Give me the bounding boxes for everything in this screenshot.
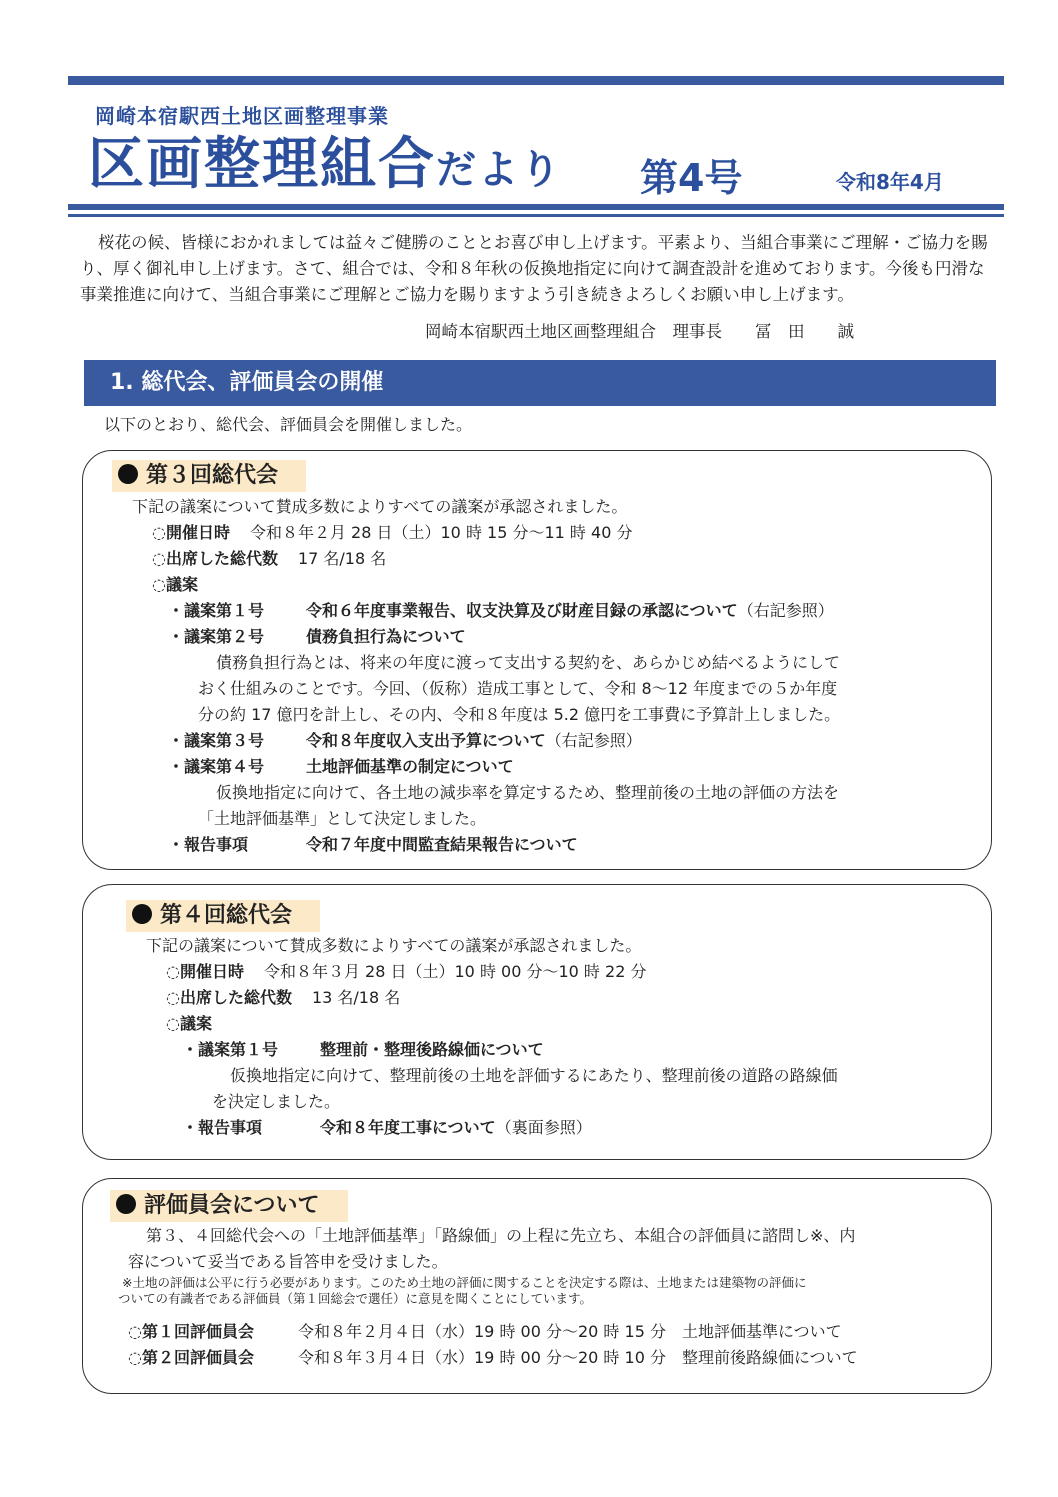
item-title: 令和６年度事業報告、収支決算及び財産目録の承認について — [306, 601, 738, 620]
agenda-item-1 — [132, 598, 840, 624]
meeting-box-4-content — [146, 933, 838, 1141]
section-intro: 以下のとおり、総代会、評価員会を開催しました。 — [104, 415, 473, 434]
header-top-rule — [68, 76, 1004, 85]
attendance-row — [132, 546, 840, 572]
meeting-box-3-heading — [112, 460, 306, 492]
meeting-row-1 — [128, 1319, 858, 1345]
attendance-value: 17 名/18 名 — [297, 549, 387, 568]
section-heading: 1. 総代会、評価員会の開催 — [84, 360, 996, 406]
item-title: 債務負担行為について — [306, 627, 466, 646]
lead-text: 下記の議案について賛成多数によりすべての議案が承認されました。 — [132, 497, 628, 516]
item-note: （右記参照） — [737, 601, 834, 620]
meeting-label: ◌第２回評価員会 — [128, 1348, 254, 1367]
item-1-desc-1: 仮換地指定に向けて、整理前後の土地を評価するにあたり、整理前後の道路の路線価 — [230, 1066, 838, 1085]
item-label: ・議案第４号 — [168, 757, 265, 776]
date-row — [132, 520, 840, 546]
meeting-value: 令和８年２月４日（水）19 時 00 分～20 時 15 分 土地評価基準について — [298, 1322, 842, 1341]
item-title: 令和７年度中間監査結果報告について — [306, 835, 578, 854]
attendance-label: ◌出席した総代数 — [152, 549, 278, 568]
item-label: ・議案第１号 — [168, 601, 265, 620]
header-bottom-rule-2 — [68, 214, 1004, 217]
agenda-label: ◌議案 — [166, 1014, 212, 1033]
item-4-desc-1: 仮換地指定に向けて、各土地の減歩率を算定するため、整理前後の土地の評価の方法を — [216, 783, 840, 802]
issue-date: 令和8年4月 — [836, 170, 944, 194]
agenda-item-1 — [146, 1037, 838, 1063]
item-2-desc-2: おく仕組みのことです。今回、（仮称）造成工事として、令和 8～12 年度までの５か年度 — [198, 679, 838, 698]
item-note: （裏面参照） — [495, 1118, 592, 1137]
item-title: 土地評価基準の制定について — [306, 757, 514, 776]
evaluator-box-content — [118, 1223, 858, 1371]
meeting-label: ◌第１回評価員会 — [128, 1322, 254, 1341]
item-title: 令和８年度収入支出予算について — [306, 731, 546, 750]
heading-text: 評価員会について — [144, 1193, 320, 1218]
agenda-item-2 — [132, 624, 840, 650]
lead-line-1: 第３、４回総代会への「土地評価基準」「路線価」の上程に先立ち、本組合の評価員に諮問し※、内 — [146, 1226, 856, 1245]
heading-text: 第３回総代会 — [146, 463, 279, 488]
signer: 岡崎本宿駅西土地区画整理組合 理事長 冨 田 誠 — [425, 322, 854, 341]
attendance-value: 13 名/18 名 — [311, 988, 401, 1007]
footnote-line-1: ※土地の評価は公平に行う必要があります。このため土地の評価に関することを決定する際は、土地または建築物の評価に — [122, 1275, 807, 1290]
item-label: ・報告事項 — [182, 1118, 263, 1137]
agenda-label: ◌議案 — [152, 575, 198, 594]
meeting-value: 令和８年３月４日（水）19 時 00 分～20 時 10 分 整理前後路線価について — [298, 1348, 858, 1367]
title-suffix: だより — [436, 147, 562, 193]
date-row — [146, 959, 838, 985]
report-item — [146, 1115, 838, 1141]
lead-line-2: 容について妥当である旨答申を受けました。 — [128, 1252, 448, 1271]
newsletter-title — [88, 130, 562, 205]
meeting-row-2 — [128, 1345, 858, 1371]
bullet-icon — [132, 904, 152, 924]
lead-text: 下記の議案について賛成多数によりすべての議案が承認されました。 — [146, 936, 642, 955]
item-label: ・議案第２号 — [168, 627, 265, 646]
item-2-desc-3: 分の約 17 億円を計上し、その内、令和８年度は 5.2 億円を工事費に予算計上しました。 — [198, 705, 841, 724]
date-value: 令和８年３月 28 日（土）10 時 00 分～10 時 22 分 — [263, 962, 647, 981]
item-title: 整理前・整理後路線価について — [320, 1040, 544, 1059]
item-note: （右記参照） — [545, 731, 642, 750]
report-item — [132, 832, 840, 858]
footnote-line-2: ついての有識者である評価員（第１回総会で選任）に意見を聞くことにしています。 — [118, 1291, 593, 1306]
date-value: 令和８年２月 28 日（土）10 時 15 分～11 時 40 分 — [249, 523, 633, 542]
item-label: ・議案第３号 — [168, 731, 265, 750]
header-bottom-rule-1 — [68, 204, 1004, 210]
heading-text: 第４回総代会 — [160, 903, 293, 928]
item-4-desc-2: 「土地評価基準」として決定しました。 — [198, 809, 487, 828]
bullet-icon — [118, 464, 138, 484]
item-title: 令和８年度工事について — [320, 1118, 496, 1137]
item-label: ・報告事項 — [168, 835, 249, 854]
agenda-item-4 — [132, 754, 840, 780]
issue-number: 第4号 — [640, 156, 743, 200]
attendance-row — [146, 985, 838, 1011]
date-label: ◌開催日時 — [152, 523, 230, 542]
item-1-desc-2: を決定しました。 — [212, 1092, 341, 1111]
bullet-icon — [116, 1194, 136, 1214]
date-label: ◌開催日時 — [166, 962, 244, 981]
header-subtitle: 岡崎本宿駅西土地区画整理事業 — [95, 104, 389, 128]
item-2-desc-1: 債務負担行為とは、将来の年度に渡って支出する契約を、あらかじめ結べるようにして — [216, 653, 841, 672]
evaluator-box-heading — [110, 1190, 348, 1222]
attendance-label: ◌出席した総代数 — [166, 988, 292, 1007]
title-main: 区画整理組合 — [88, 132, 436, 197]
item-label: ・議案第１号 — [182, 1040, 279, 1059]
meeting-box-3-content — [132, 494, 840, 858]
agenda-item-3 — [132, 728, 840, 754]
meeting-box-4-heading — [126, 900, 320, 932]
greeting-text: 桜花の候、皆様におかれましては益々ご健勝のこととお喜び申し上げます。平素より、当組合事業にご理解・ご協力を賜り、厚く御礼申し上げます。さて、組合では、令和８年秋の仮換地指定に向けて調査設計を進めております。今後も円滑な事業推進に向けて、当組合事業にご理解とご協力を賜りますよう引き続きよろしくお願い申し上げます。 — [80, 233, 988, 304]
